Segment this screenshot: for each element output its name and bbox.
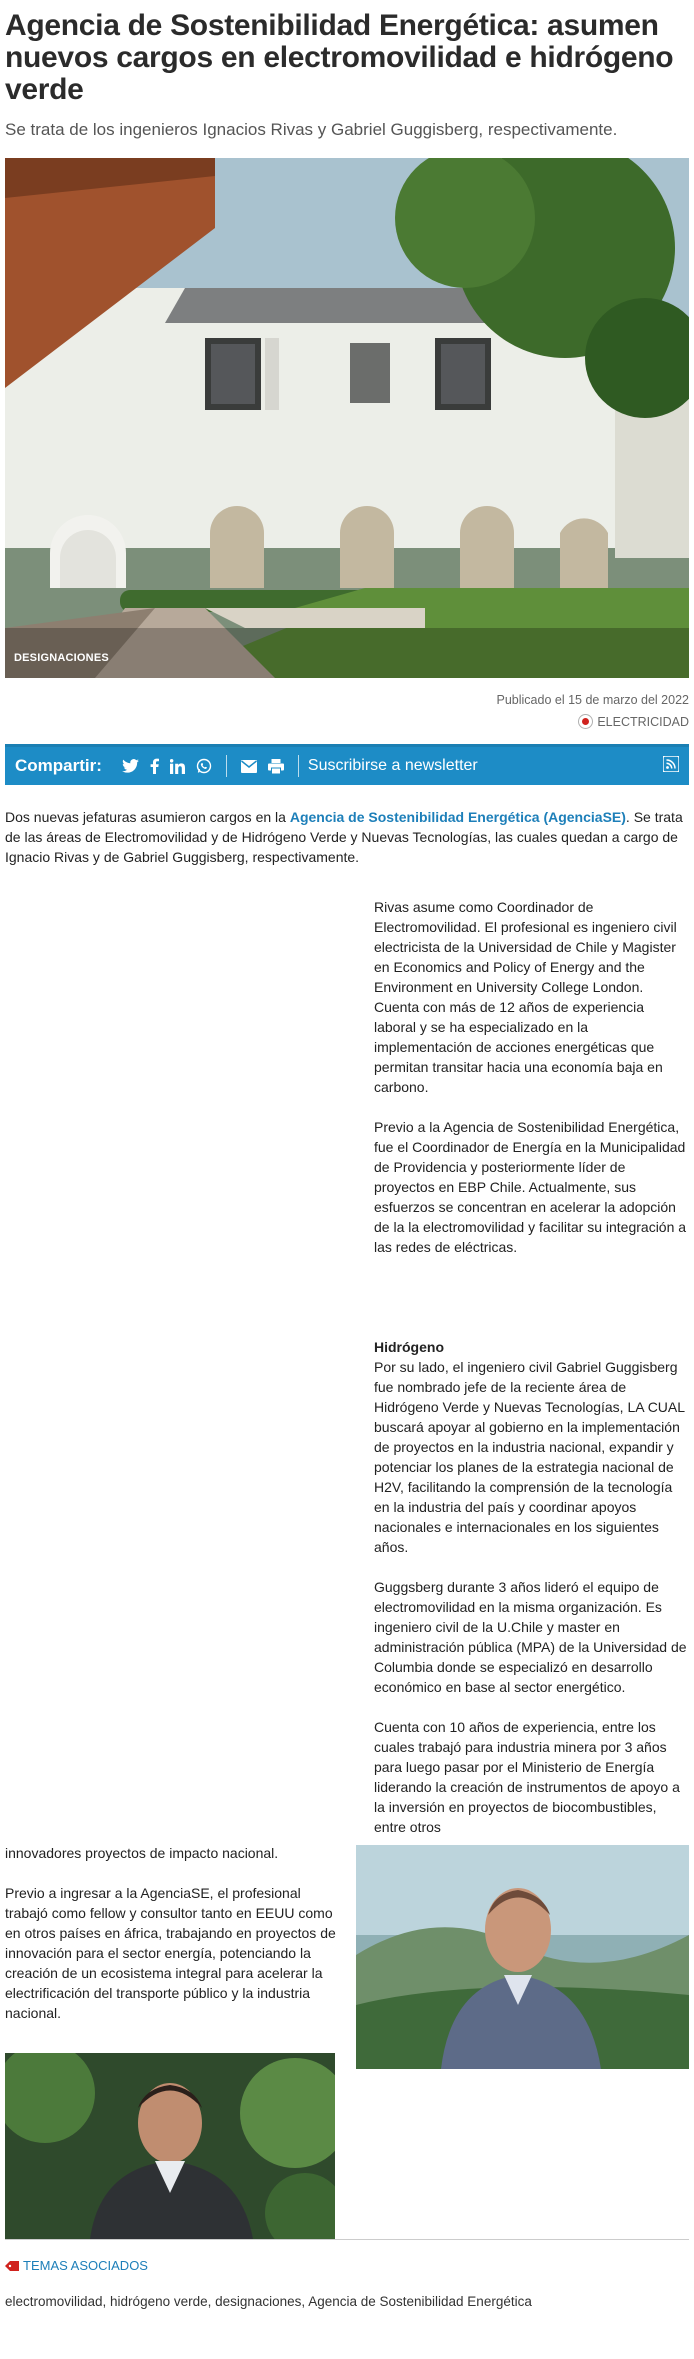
tags-list[interactable]: electromovilidad, hidrógeno verde, designaciones, Agencia de Sostenibilidad Energética: [5, 2294, 532, 2309]
category-label[interactable]: ELECTRICIDAD: [597, 714, 689, 729]
linkedin-icon[interactable]: [170, 759, 185, 774]
related-tags: [5, 2256, 689, 2312]
tags-title-label: TEMAS ASOCIADOS: [23, 2258, 148, 2273]
paragraph: Por su lado, el ingeniero civil Gabriel Guggisberg fue nombrado jefe de la reciente área de Hidrógeno Verde y Nuevas Tecnologías, LA CUAL buscará apoyar al gobierno en la implementación de proyectos en la industria nacional, expandir y potenciar los planes de la estrategia nacional de H2V, facilitando la comprensión de la tecnología en la industria del país y coordinar apoyos nacionales e internacionales en los siguientes años.: [374, 1359, 685, 1555]
share-bar: [5, 744, 689, 785]
hero-image: [5, 158, 689, 678]
whatsapp-icon[interactable]: [196, 758, 212, 774]
article-title: Agencia de Sostenibilidad Energética: asumen nuevos cargos en electromovilidad e hidrógeno verde: [5, 9, 674, 106]
rivas-photo: [5, 2053, 335, 2239]
rss-icon[interactable]: [663, 756, 679, 777]
article-subtitle: Se trata de los ingenieros Ignacios Rivas y Gabriel Guggisberg, respectivamente.: [5, 120, 618, 139]
subscribe-newsletter-link[interactable]: Suscribirse a newsletter: [307, 757, 478, 774]
category-link[interactable]: [5, 714, 689, 729]
publish-date: Publicado el 15 de marzo del 2022: [496, 693, 689, 707]
tag-icon: [5, 2260, 19, 2272]
divider: [5, 2239, 689, 2240]
paragraph: Rivas asume como Coordinador de Electromovilidad. El profesional es ingeniero civil electricista de la Universidad de Chile y Magister en Economics and Policy of Energy and the Environment en University College London. Cuenta con más de 12 años de experiencia laboral y se ha especializado en la implementación de acciones energéticas que permitan transitar hacia una economía baja en carbono.: [374, 899, 677, 1095]
paragraph: Cuenta con 10 años de experiencia, entre los cuales trabajó para industria minera por 3 años para luego pasar por el Ministerio de Energía liderando la creación de instrumentos de apoyo a la inversión en proyectos de biocombustibles, entre otros: [374, 1719, 680, 1835]
mid-section: [5, 1843, 689, 2240]
share-separator: [298, 755, 299, 777]
facebook-icon[interactable]: [150, 758, 159, 774]
paragraph: Previo a la Agencia de Sostenibilidad Energética, fue el Coordinador de Energía en la Municipalidad de Providencia y posteriormente líder de proyectos en EBP Chile. Actualmente, sus esfuerzos se concentran en acelerar la adopción de la la electromovilidad y facilitar su integración a las redes de eléctricas.: [374, 1119, 687, 1255]
section-heading: Hidrógeno: [374, 1339, 444, 1355]
paragraph: Previo a ingresar a la AgenciaSE, el profesional trabajó como fellow y consultor tanto en EEUU como en otros países en áfrica, trabajando en proyectos de innovación para el sector energía, potenciando la creación de un ecosistema integral para acelerar la electrificación del transporte público y la industria nacional.: [5, 1885, 336, 2021]
building-photo: [5, 158, 689, 678]
email-icon[interactable]: [241, 760, 257, 773]
category-icon: [578, 714, 593, 729]
paragraph-continuation: innovadores proyectos de impacto nacional.: [5, 1845, 279, 1861]
intro-text: Dos nuevas jefaturas asumieron cargos en la: [5, 809, 290, 825]
intro-paragraph: [5, 807, 689, 867]
intro-text-end: . Se trata de las áreas de Electromovilidad y de Hidrógeno Verde y Nuevas Tecnologías, las cuales quedan a cargo de Ignacio Rivas y de Gabriel Guggisberg, respectivamente.: [5, 809, 683, 865]
tags-title: [5, 2256, 689, 2276]
article-body: [5, 807, 689, 2312]
twitter-icon[interactable]: [122, 759, 139, 773]
guggisberg-photo: [356, 1845, 689, 2069]
right-column: [374, 897, 689, 1837]
paragraph: Guggsberg durante 3 años lideró el equipo de electromovilidad en la misma organización. Es ingeniero civil de la U.Chile y master en administración pública (MPA) de la Universidad de Columbia donde se especializó en desarrollo económico en base al sector energético.: [374, 1579, 687, 1695]
hero-tag[interactable]: DESIGNACIONES: [14, 652, 109, 664]
share-label: Compartir:: [15, 756, 102, 775]
share-icons: [122, 755, 302, 777]
section-hidrogeno: [374, 1337, 689, 1557]
print-icon[interactable]: [268, 759, 284, 774]
share-separator: [226, 755, 227, 777]
agenciase-link[interactable]: Agencia de Sostenibilidad Energética (AgenciaSE): [289, 809, 626, 825]
